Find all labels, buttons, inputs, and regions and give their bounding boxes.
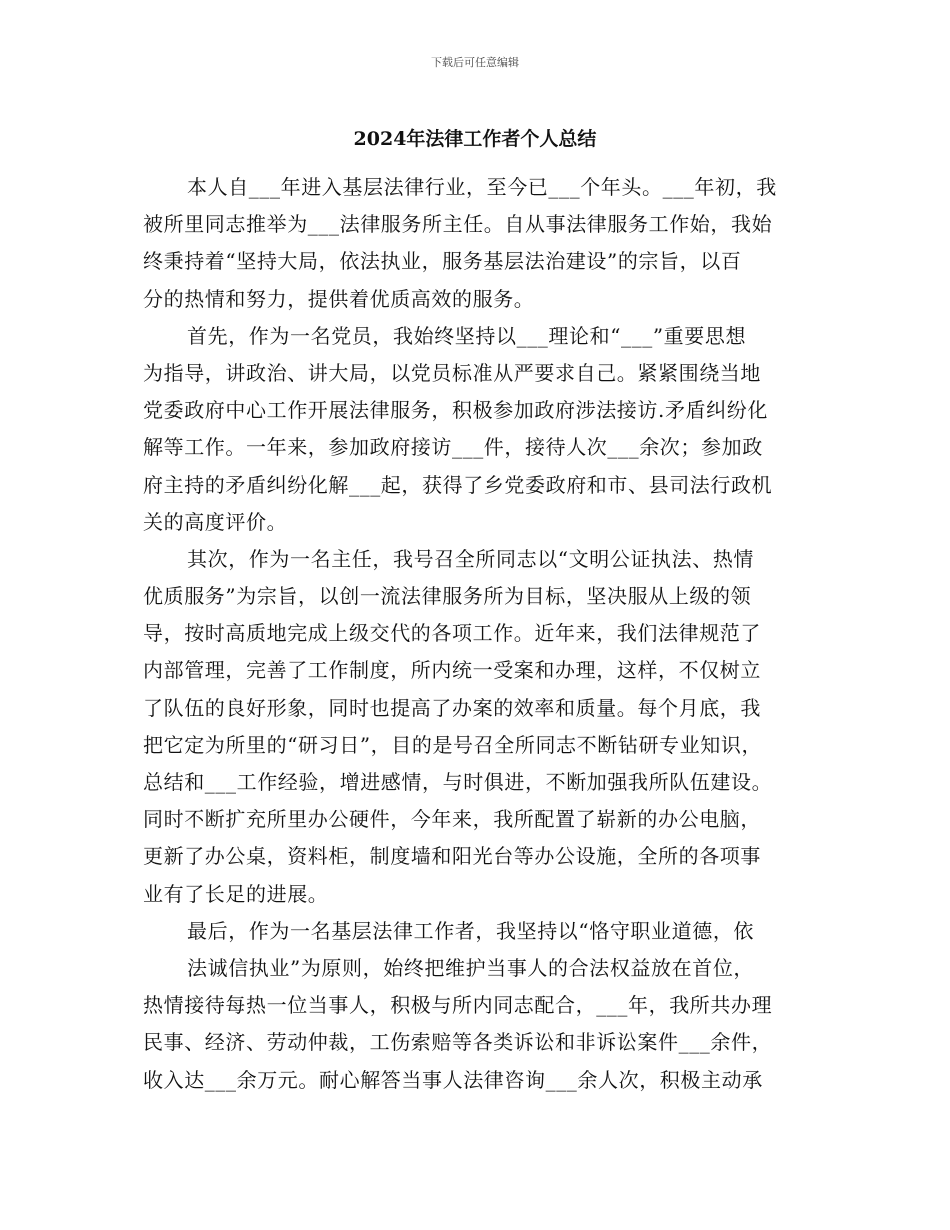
- body-line: 把它定为所里的“研习日”，目的是号召全所同志不断钻研专业知识，: [143, 732, 763, 757]
- body-line: 更新了办公桌，资料柜，制度墙和阳光台等办公设施，全所的各项事: [143, 844, 761, 869]
- body-line: 法诚信执业”为原则，始终把维护当事人的合法权益放在首位，: [187, 955, 755, 980]
- document-title: 2024年法律工作者个人总结: [353, 128, 597, 150]
- body-line: 解等工作。一年来，参加政府接访___件，接待人次___余次；参加政: [143, 435, 763, 460]
- body-line: 了队伍的良好形象，同时也提高了办案的效率和质量。每个月底，我: [143, 695, 761, 720]
- body-line: 被所里同志推举为___法律服务所主任。自从事法律服务工作始，我始: [143, 212, 773, 237]
- body-line: 收入达___余万元。耐心解答当事人法律咨询___余人次，积极主动承: [143, 1067, 763, 1092]
- body-line: 其次，作为一名主任，我号召全所同志以“文明公证执法、热情: [187, 546, 755, 571]
- body-line: 导，按时高质地完成上级交代的各项工作。近年来，我们法律规范了: [143, 621, 761, 646]
- body-line: 本人自___年进入基层法律行业，至今已___个年头。___年初，我: [187, 175, 777, 199]
- body-line: 同时不断扩充所里办公硬件，今年来，我所配置了崭新的办公电脑，: [143, 807, 761, 832]
- body-line: 最后，作为一名基层法律工作者，我坚持以“恪守职业道德，依: [187, 918, 755, 943]
- body-line: 首先，作为一名党员，我始终坚持以___理论和“___”重要思想: [187, 323, 747, 348]
- body-line: 为指导，讲政治、讲大局，以党员标准从严要求自己。紧紧围绕当地: [143, 360, 761, 385]
- body-line: 分的热情和努力，提供着优质高效的服务。: [143, 286, 535, 311]
- body-line: 终秉持着“坚持大局，依法执业，服务基层法治建设”的宗旨，以百: [143, 249, 742, 274]
- body-line: 总结和___工作经验，增进感情，与时俱进，不断加强我所队伍建设。: [143, 770, 773, 794]
- body-line: 关的高度评价。: [143, 509, 288, 534]
- body-line: 优质服务”为宗旨，以创一流法律服务所为目标，坚决服从上级的领: [143, 584, 752, 609]
- header-note: 下载后可任意编辑: [431, 56, 519, 69]
- body-line: 民事、经济、劳动仲裁，工伤索赔等各类诉讼和非诉讼案件___余件，: [143, 1030, 773, 1055]
- body-line: 府主持的矛盾纠纷化解___起，获得了乡党委政府和市、县司法行政机: [143, 472, 773, 497]
- document-body: [143, 169, 823, 1099]
- body-line: 热情接待每热一位当事人，积极与所内同志配合，___年，我所共办理: [143, 993, 773, 1018]
- body-line: 内部管理，完善了工作制度，所内统一受案和办理，这样，不仅树立: [143, 658, 761, 683]
- body-line: 党委政府中心工作开展法律服务，积极参加政府涉法接访.矛盾纠纷化: [143, 398, 768, 423]
- body-line: 业有了长足的进展。: [143, 881, 329, 906]
